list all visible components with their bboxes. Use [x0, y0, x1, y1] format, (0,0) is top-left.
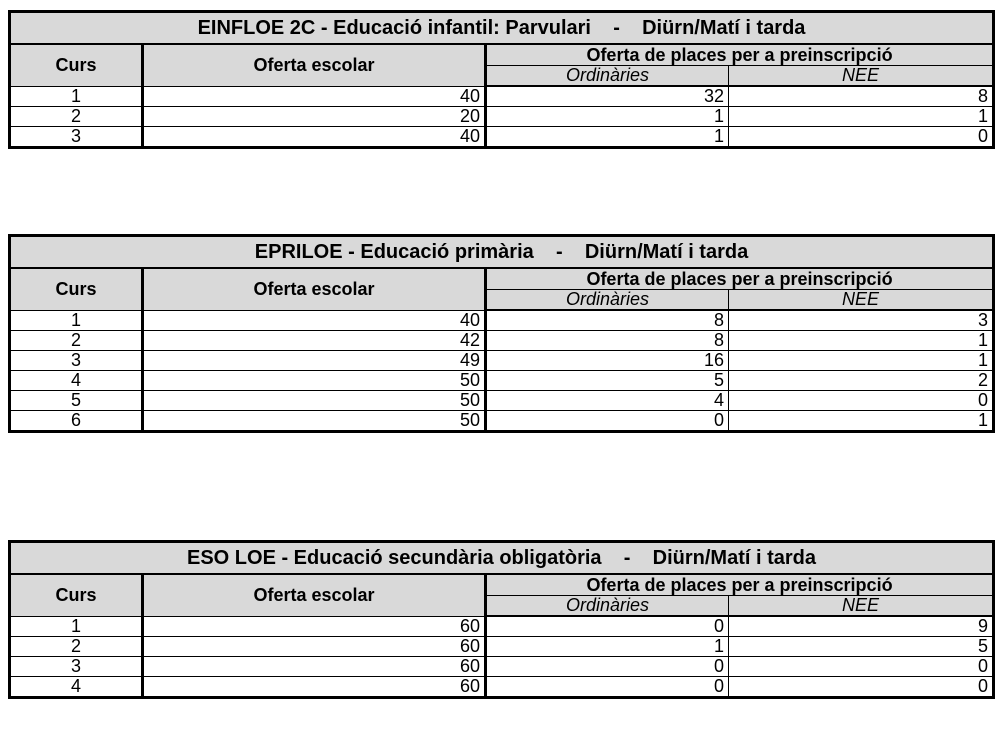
places-table	[8, 10, 995, 149]
cell-ordinaries: 1	[486, 637, 729, 657]
header-nee: NEE	[729, 66, 994, 87]
cell-ordinaries: 5	[486, 371, 729, 391]
places-table	[8, 540, 995, 699]
cell-ordinaries: 1	[486, 107, 729, 127]
table-block-epriloe	[8, 234, 992, 433]
places-table	[8, 234, 995, 433]
header-oferta-places: Oferta de places per a preinscripció	[486, 268, 994, 290]
cell-ordinaries: 0	[486, 677, 729, 698]
cell-oferta: 50	[143, 391, 486, 411]
cell-nee: 1	[729, 411, 994, 432]
cell-nee: 1	[729, 107, 994, 127]
header-oferta-places: Oferta de places per a preinscripció	[486, 44, 994, 66]
table-row	[10, 351, 994, 371]
cell-ordinaries: 8	[486, 310, 729, 331]
header-curs: Curs	[10, 268, 143, 310]
cell-oferta: 50	[143, 371, 486, 391]
header-nee: NEE	[729, 290, 994, 311]
cell-ordinaries: 32	[486, 86, 729, 107]
header-oferta-places: Oferta de places per a preinscripció	[486, 574, 994, 596]
header-oferta-escolar: Oferta escolar	[143, 268, 486, 310]
header-ordinaries: Ordinàries	[486, 290, 729, 311]
table-title: EINFLOE 2C - Educació infantil: Parvulari - Diürn/Matí i tarda	[10, 12, 994, 45]
cell-oferta: 60	[143, 616, 486, 637]
header-curs: Curs	[10, 44, 143, 86]
cell-nee: 5	[729, 637, 994, 657]
cell-curs: 4	[10, 677, 143, 698]
table-row	[10, 371, 994, 391]
cell-curs: 3	[10, 127, 143, 148]
cell-curs: 4	[10, 371, 143, 391]
cell-curs: 1	[10, 616, 143, 637]
cell-oferta: 20	[143, 107, 486, 127]
cell-nee: 0	[729, 391, 994, 411]
cell-ordinaries: 4	[486, 391, 729, 411]
header-oferta-escolar: Oferta escolar	[143, 574, 486, 616]
table-row	[10, 107, 994, 127]
header-oferta-escolar: Oferta escolar	[143, 44, 486, 86]
cell-curs: 1	[10, 310, 143, 331]
table-title: ESO LOE - Educació secundària obligatòria - Diürn/Matí i tarda	[10, 542, 994, 575]
table-block-einfloe	[8, 10, 992, 149]
cell-oferta: 49	[143, 351, 486, 371]
header-nee: NEE	[729, 596, 994, 617]
cell-oferta: 40	[143, 86, 486, 107]
cell-ordinaries: 0	[486, 616, 729, 637]
table-row	[10, 637, 994, 657]
cell-nee: 8	[729, 86, 994, 107]
cell-curs: 3	[10, 657, 143, 677]
cell-nee: 0	[729, 657, 994, 677]
cell-ordinaries: 1	[486, 127, 729, 148]
header-ordinaries: Ordinàries	[486, 596, 729, 617]
cell-curs: 2	[10, 107, 143, 127]
table-row	[10, 331, 994, 351]
cell-curs: 5	[10, 391, 143, 411]
cell-oferta: 50	[143, 411, 486, 432]
cell-oferta: 40	[143, 310, 486, 331]
table-title: EPRILOE - Educació primària - Diürn/Matí i tarda	[10, 236, 994, 269]
cell-curs: 1	[10, 86, 143, 107]
cell-nee: 1	[729, 331, 994, 351]
cell-curs: 6	[10, 411, 143, 432]
cell-nee: 3	[729, 310, 994, 331]
cell-oferta: 60	[143, 677, 486, 698]
table-row	[10, 677, 994, 698]
cell-oferta: 40	[143, 127, 486, 148]
cell-ordinaries: 16	[486, 351, 729, 371]
cell-nee: 9	[729, 616, 994, 637]
table-row	[10, 616, 994, 637]
cell-oferta: 42	[143, 331, 486, 351]
table-row	[10, 391, 994, 411]
header-ordinaries: Ordinàries	[486, 66, 729, 87]
table-block-eso	[8, 540, 992, 699]
cell-oferta: 60	[143, 657, 486, 677]
cell-nee: 0	[729, 127, 994, 148]
cell-nee: 0	[729, 677, 994, 698]
cell-curs: 3	[10, 351, 143, 371]
table-row	[10, 657, 994, 677]
header-curs: Curs	[10, 574, 143, 616]
cell-ordinaries: 0	[486, 657, 729, 677]
cell-nee: 1	[729, 351, 994, 371]
table-row	[10, 411, 994, 432]
cell-ordinaries: 8	[486, 331, 729, 351]
cell-ordinaries: 0	[486, 411, 729, 432]
table-row	[10, 86, 994, 107]
cell-nee: 2	[729, 371, 994, 391]
table-row	[10, 127, 994, 148]
cell-oferta: 60	[143, 637, 486, 657]
table-row	[10, 310, 994, 331]
cell-curs: 2	[10, 331, 143, 351]
cell-curs: 2	[10, 637, 143, 657]
